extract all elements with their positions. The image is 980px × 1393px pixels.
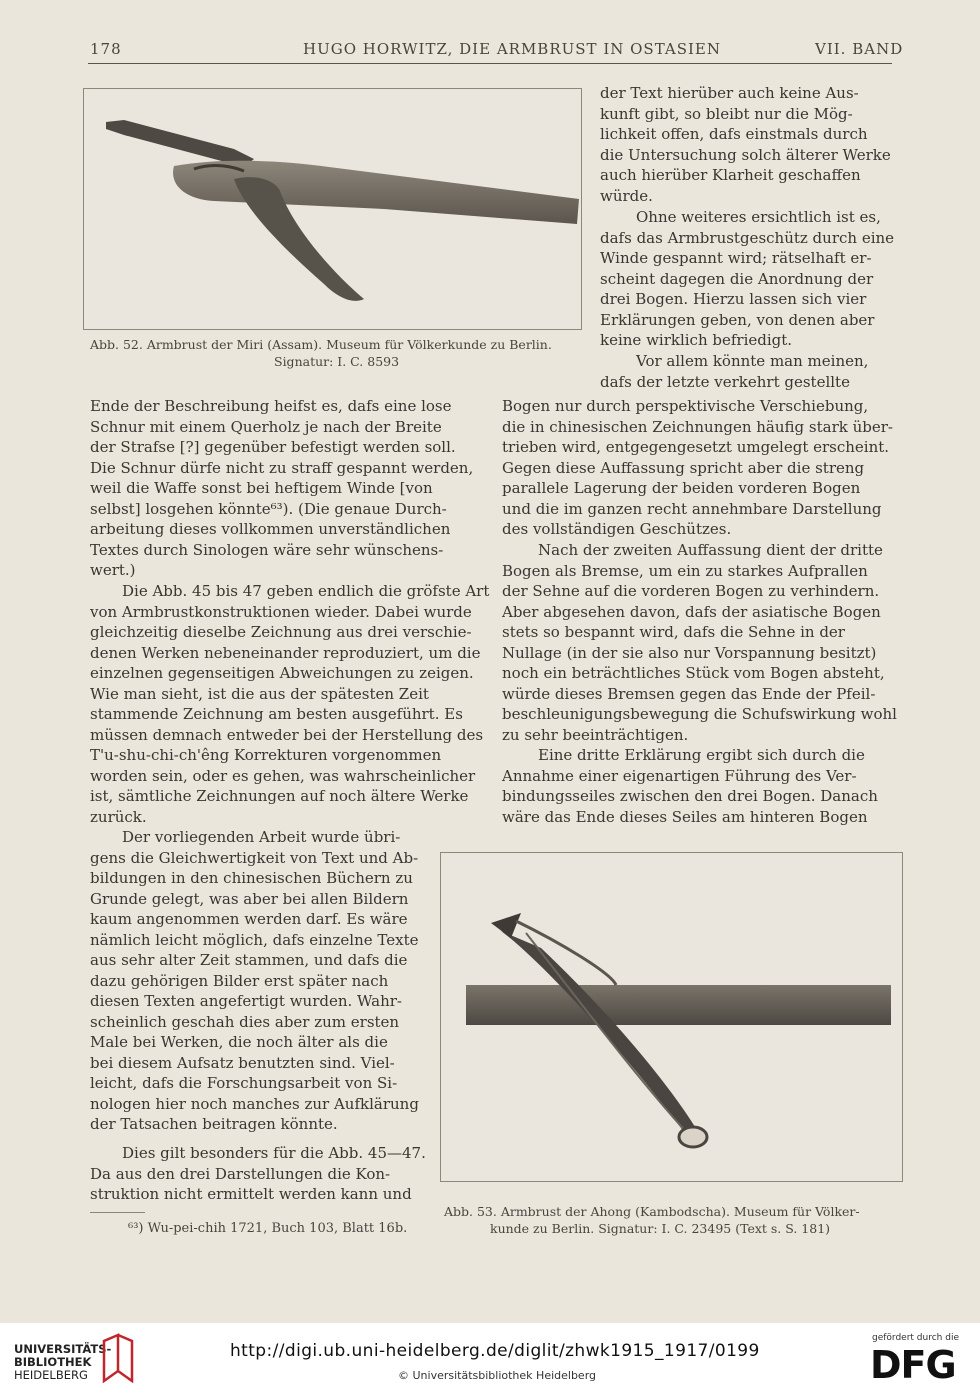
digital-library-link[interactable]: http://digi.ub.uni-heidelberg.de/diglit/zhwk1915_1917/0199 bbox=[230, 1341, 760, 1361]
right-top-paragraph-3: Vor allem könnte man meinen, dafs der letzte verkehrt gestellte bbox=[600, 352, 869, 391]
left-paragraph-1: Ende der Beschreibung heifst es, dafs eine lose Schnur mit einem Querholz je nach der Breite der Strafse [?] gegenüber befestigt werden soll. Die Schnur dürfe nicht zu straff gespannt werden, weil die Waffe sonst bei heftigem Winde [von selbst] losgehen könnte⁶³). (Die genaue Durch- arbeitung dieses vollkommen unverständlichen Textes durch Sinologen wäre sehr wünschens- wert.) bbox=[90, 397, 474, 579]
right-paragraph-2: Nach der zweiten Auffassung dient der dritte Bogen als Bremse, um ein zu starkes Aufprallen der Sehne auf die vorderen Bogen zu verhindern. Aber abgesehen davon, dafs der asiatische Bogen stets so bespannt wird, dafs die Sehne in der Nullage (in der sie also nur Vorspannung besitzt) noch ein beträchtliches Stück vom Bogen absteht, würde dieses Bremsen gegen das Ende der Pfeil- beschleunigungsbewegung die Schufswirkung wohl zu sehr beeinträchtigen. bbox=[502, 541, 897, 744]
header-rule bbox=[88, 63, 892, 64]
crossbow-ahong-icon bbox=[441, 853, 902, 1181]
footnote-rule bbox=[90, 1212, 145, 1213]
footer-bar bbox=[0, 1323, 980, 1393]
figure-53-caption-line1: Abb. 53. Armbrust der Ahong (Kambodscha). Museum für Völker- bbox=[444, 1204, 860, 1219]
crossbow-miri-icon bbox=[84, 89, 581, 329]
right-paragraph-3: Eine dritte Erklärung ergibt sich durch die Annahme einer eigenartigen Führung des Ver- bindungsseiles zwischen den drei Bogen. Danach wäre das Ende dieses Seiles am hinteren Bogen bbox=[502, 746, 878, 826]
copyright: © Universitätsbibliothek Heidelberg bbox=[398, 1369, 597, 1382]
figure-52-caption-line2: Signatur: I. C. 8593 bbox=[274, 354, 400, 369]
left-paragraph-2: Die Abb. 45 bis 47 geben endlich die gröfste Art von Armbrustkonstruktionen wieder. Dabei wurde gleichzeitig dieselbe Zeichnung aus drei verschie- denen Werken nebeneinander reproduziert, um die einzelnen gegenseitigen Abweichungen zu zeigen. Wie man sieht, ist die aus der spätesten Zeit stammende Zeichnung am besten ausgeführt. Es müssen demnach entweder bei der Herstellung des T'u-shu-chi-ch'êng Korrekturen vorgenommen worden sein, oder es gehen, was wahrscheinlicher ist, sämtliche Zeichnungen auf noch ältere Werke zurück. bbox=[90, 582, 490, 826]
library-logo-text: UNIVERSITÄTS- BIBLIOTHEK HEIDELBERG bbox=[14, 1342, 112, 1382]
figure-52-image bbox=[83, 88, 582, 330]
right-top-paragraph-1: der Text hierüber auch keine Aus- kunft gibt, so bleibt nur die Mög- lichkeit offen, dafs einstmals durch die Untersuchung solch älterer Werke auch hierüber Klarheit geschaffen würde. bbox=[600, 84, 891, 205]
dfg-logo: DFG bbox=[870, 1343, 956, 1387]
footnote: ⁶³) Wu-pei-chih 1721, Buch 103, Blatt 16b. bbox=[128, 1221, 408, 1236]
figure-52-caption-line1: Abb. 52. Armbrust der Miri (Assam). Museum für Völkerkunde zu Berlin. bbox=[90, 337, 552, 352]
right-top-paragraph-2: Ohne weiteres ersichtlich ist es, dafs das Armbrustgeschütz durch eine Winde gespannt wird; rätselhaft er- scheint dagegen die Anordnung der drei Bogen. Hierzu lassen sich vier Erklärungen geben, von denen aber keine wirklich befriedigt. bbox=[600, 208, 895, 349]
left-paragraph-3: Der vorliegenden Arbeit wurde übri- gens die Gleichwertigkeit von Text und Ab- bildungen in den chinesischen Büchern zu Grunde gelegt, was aber bei allen Bildern kaum angenommen werden darf. Es wäre nämlich leicht möglich, dafs einzelne Texte aus sehr alter Zeit stammen, und dafs die dazu gehörigen Bilder erst später nach diesen Texten angefertigt wurden. Wahr- scheinlich geschah dies aber zum ersten Male bei Werken, die noch älter als die bei diesem Aufsatz benutzten sind. Viel- leicht, dafs die Forschungsarbeit von Si- nologen hier noch manches zur Aufklärung der Tatsachen beitragen könnte. bbox=[90, 828, 419, 1133]
dfg-funded-by: gefördert durch die bbox=[872, 1333, 959, 1343]
figure-53-image bbox=[440, 852, 903, 1182]
page-number: 178 bbox=[90, 40, 122, 58]
figure-53-caption-line2: kunde zu Berlin. Signatur: I. C. 23495 (Text s. S. 181) bbox=[490, 1221, 831, 1236]
right-paragraph-1: Bogen nur durch perspektivische Verschiebung, die in chinesischen Zeichnungen häufig stark über- trieben wird, entgegengesetzt umgelegt erscheint. Gegen diese Auffassung spricht aber die streng parallele Lagerung der beiden vorderen Bogen und die im ganzen recht annehmbare Darstellung des vollständigen Geschützes. bbox=[502, 397, 893, 538]
left-paragraph-4: Dies gilt besonders für die Abb. 45—47. Da aus den drei Darstellungen die Kon- struktion nicht ermittelt werden kann und bbox=[90, 1144, 426, 1203]
library-logo-icon bbox=[100, 1331, 136, 1385]
running-title: HUGO HORWITZ, DIE ARMBRUST IN OSTASIEN bbox=[303, 40, 722, 58]
volume-label: VII. BAND bbox=[815, 40, 904, 58]
